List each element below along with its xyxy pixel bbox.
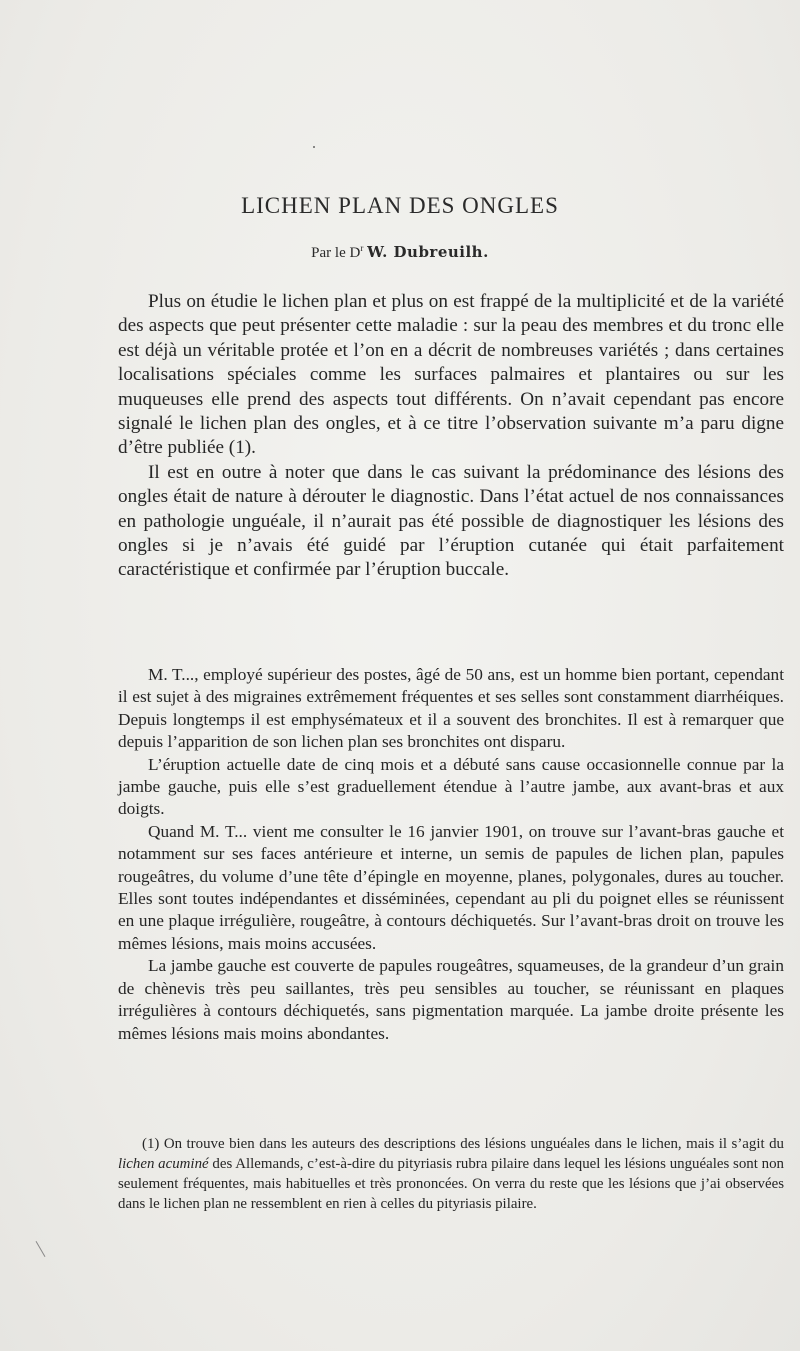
observation-paragraph: La jambe gauche est couverte de papules rougeâtres, squameuses, de la grandeur d’un grain de chènevis très peu saillantes, très peu sensibles au toucher, se réunissant en plaques irrégulières à contours déchiquetés, sans pigmentation marquée. La jambe droite présente les mêmes lésions mais moins abondantes. [118, 956, 784, 1043]
paragraph: Il est en outre à noter que dans le cas suivant la prédominance des lésions des ongles était de nature à dérouter le diagnostic. Dans l’état actuel de nos connaissances en pathologie unguéale, il n’aurait pas été possible de diagnostiquer les lésions des ongles si je n’avais été guidé par l’éruption cutanée qui était parfaitement caractéristique et confirmée par l’éruption buccale. [118, 461, 784, 581]
print-speck [313, 146, 315, 148]
case-observation [118, 664, 784, 1045]
observation-paragraph: Quand M. T... vient me consulter le 16 janvier 1901, on trouve sur l’avant-bras gauche et notamment sur ses faces antérieure et interne, un semis de papules de lichen plan, papules rougeâtres, du volume d’une tête d’épingle en moyenne, planes, polygonales, dures au toucher. Elles sont toutes indépendantes et disséminées, cependant au pli du poignet elles se réunissent en une plaque irrégulière, rougeâtre, à contours déchiquetés. Sur l’avant-bras droit on trouve les mêmes lésions, mais moins accusées. [118, 821, 784, 953]
byline-prefix: Par le $D^r$ [311, 243, 364, 261]
margin-mark [36, 1241, 46, 1257]
observation-paragraph: L’éruption actuelle date de cinq mois et a débuté sans cause occasionnelle connue par la jambe gauche, puis elle s’est graduellement étendue à l’autre jambe, aux avant-bras et aux doigts. [118, 754, 784, 819]
author-name: W. Dubreuilh. [367, 243, 489, 261]
paragraph: Plus on étudie le lichen plan et plus on est frappé de la multiplicité et de la variété des aspects que peut présenter cette maladie : sur la peau des membres et du tronc elle est déjà un véritable protée et l’on en a décrit de nombreuses variétés ; dans certaines localisations spéciales comme les surfaces palmaires et plantaires ou sur les muqueuses elle prend des aspects tout différents. On n’avait cependant pas encore signalé le lichen plan des ongles, et à ce titre l’observation suivante m’a paru digne d’être publiée (1). [118, 291, 784, 459]
article-title: LICHEN PLAN DES ONGLES [241, 193, 559, 218]
footnote [118, 1134, 784, 1214]
footnote-text: (1) On trouve bien dans les auteurs des descriptions des lésions unguéales dans le lichen, mais il s’agit du lichen acuminé des Allemands, c’est-à-dire du pityriasis rubra pilaire dans lequel les lésions unguéales sont non seulement fréquentes, mais habituelles et très prononcées. On verra du reste que les lésions que j’ai observées dans le lichen plan ne ressemblent en rien à celles du pityriasis pilaire. [118, 1136, 784, 1212]
observation-paragraph: M. T..., employé supérieur des postes, âgé de 50 ans, est un homme bien portant, cependant il est sujet à des migraines extrêmement fréquentes et ses selles sont constamment diarrhéiques. Depuis longtemps il est emphysémateux et il a souvent des bronchites. Il est à remarquer que depuis l’apparition de son lichen plan ses bronchites ont disparu. [118, 665, 784, 752]
footnote-italic-term: lichen acuminé [118, 1156, 209, 1172]
byline [0, 243, 800, 262]
introduction [118, 290, 784, 583]
